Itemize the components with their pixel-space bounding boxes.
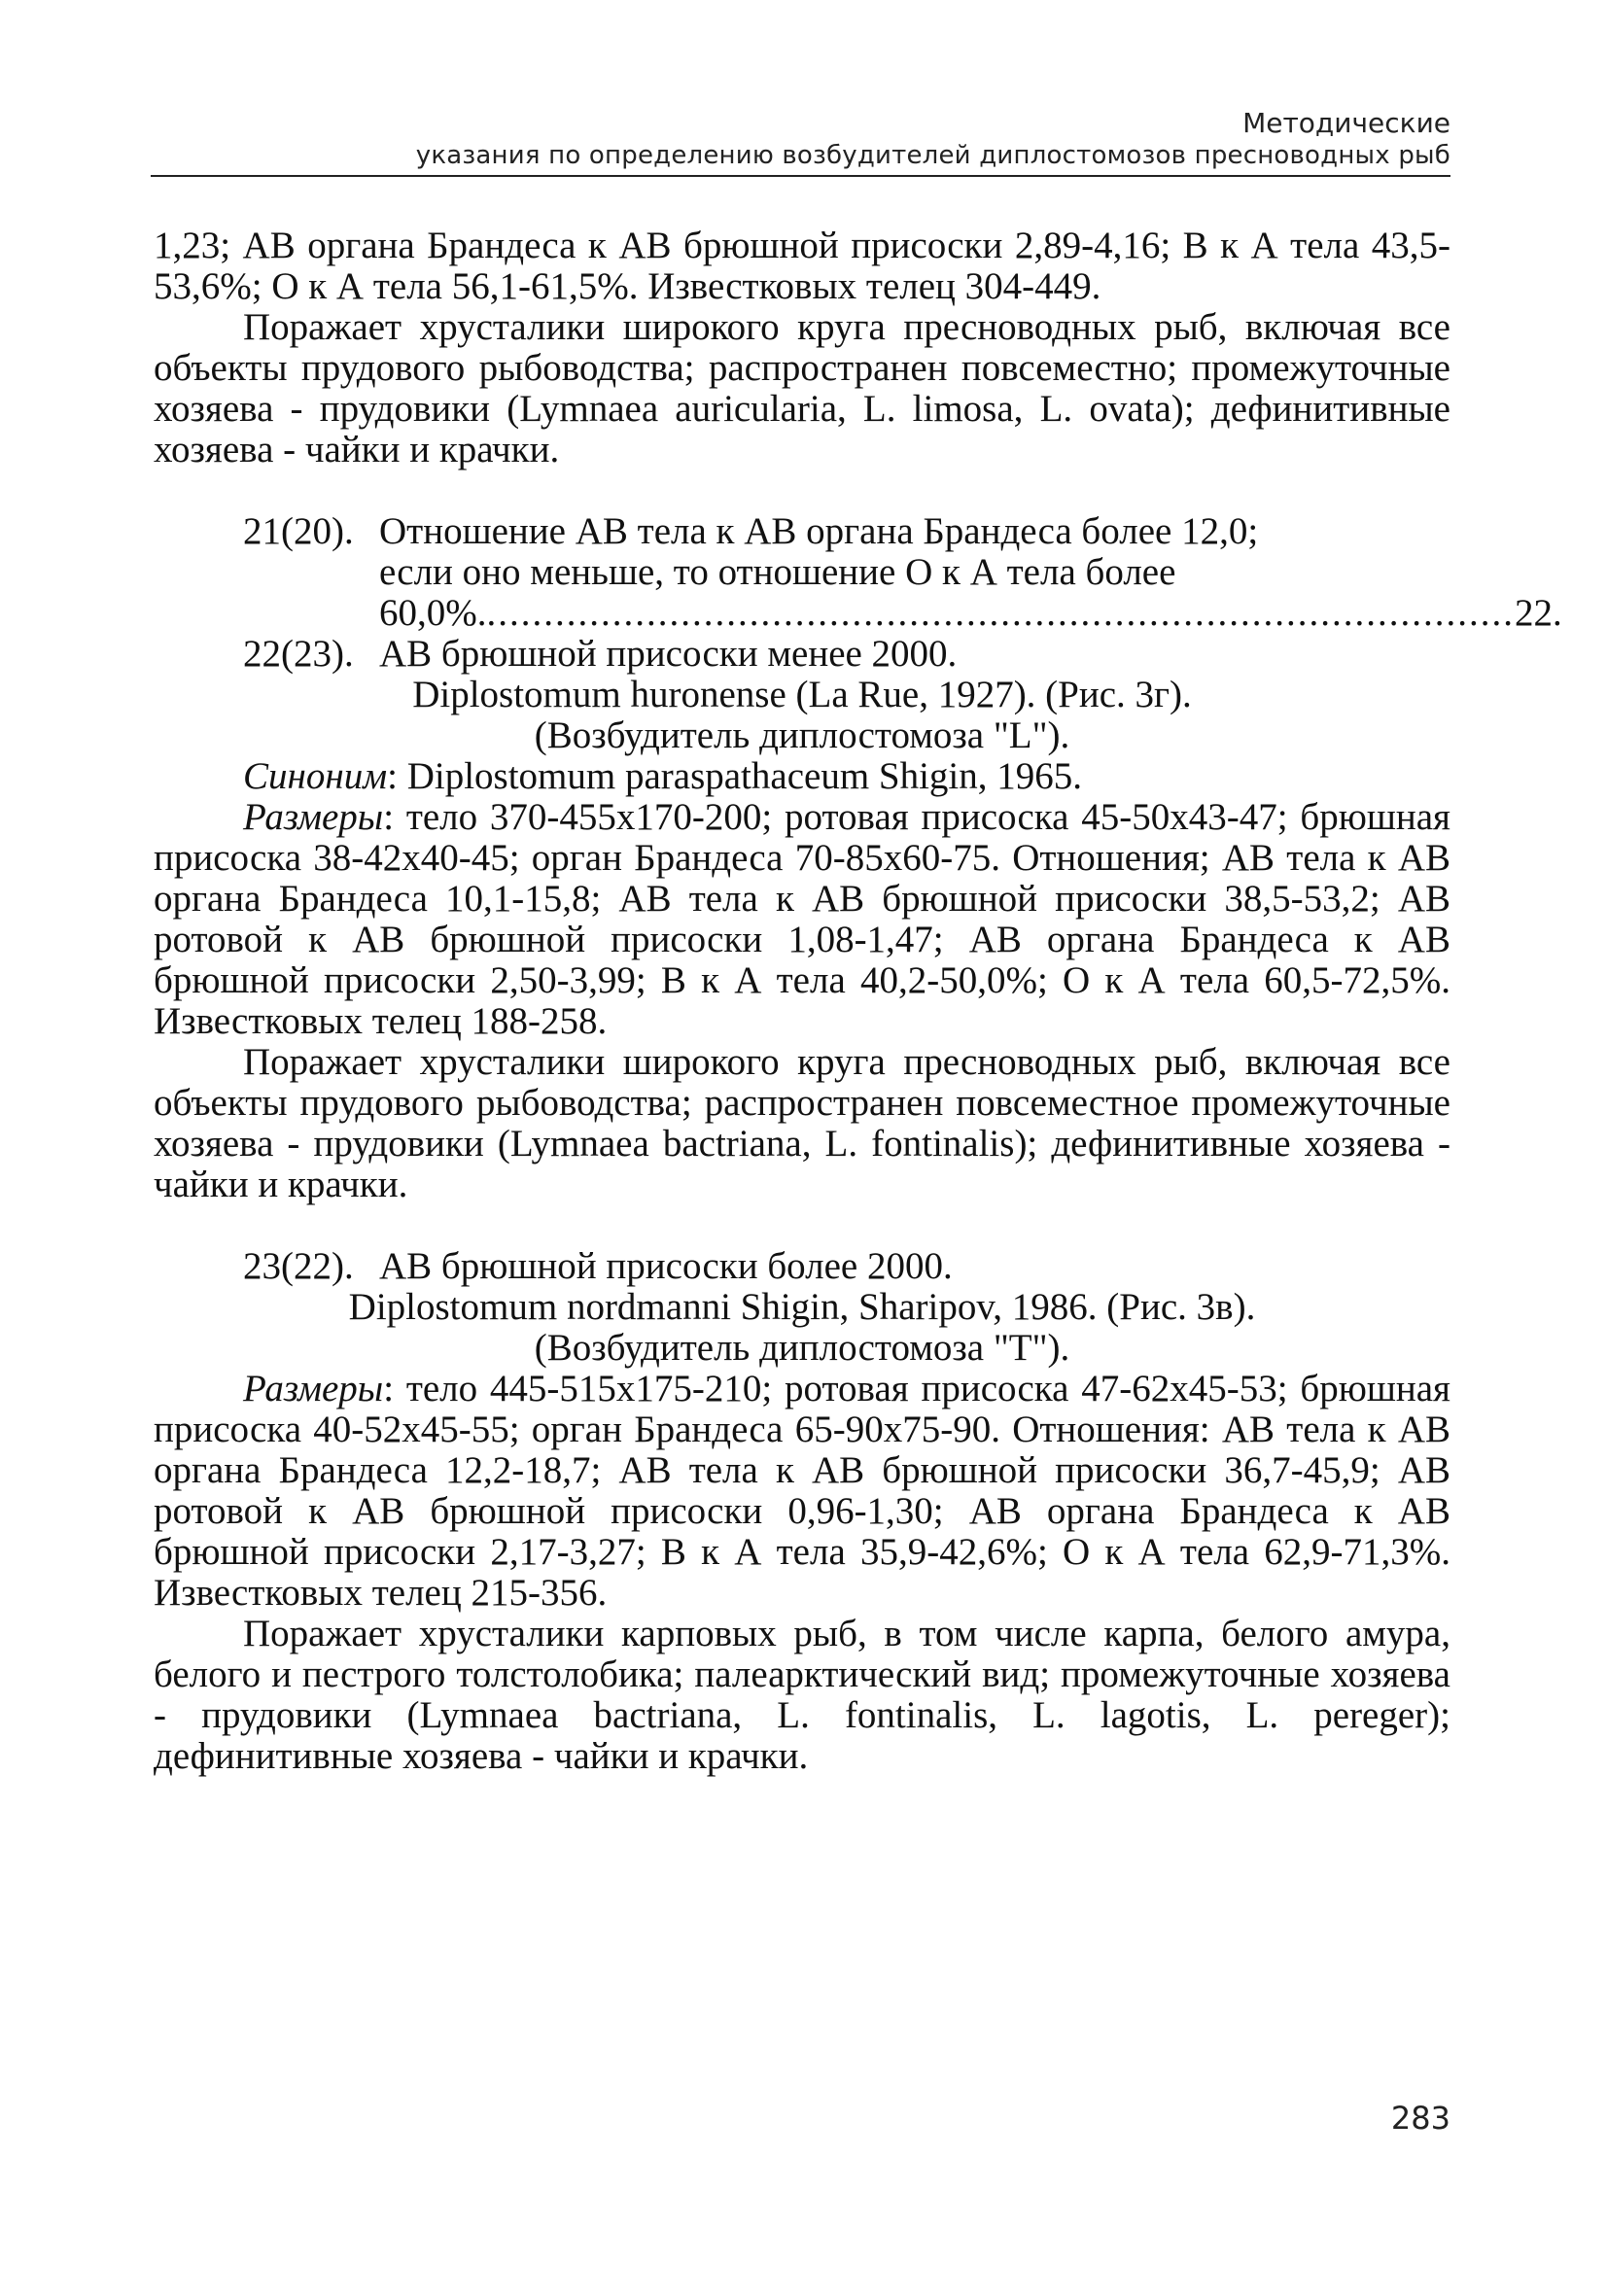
spacer (154, 1205, 1450, 1246)
sizes-text-22: : тело 370-455х170-200; ротовая присоска 45-50х43-47; брюшная присоска 38-42х40-45; орган Брандеса 70-85х60-75. Отношения; АВ тела к АВ органа Брандеса 10,1-15,8; АВ тела к АВ брюшной присоски 38,5-53,2; АВ ротовой к АВ брюшной присоски 1,08-1,47; АВ органа Брандеса к АВ брюшной присоски 2,50-3,99; В к А тела 40,2-50,0%; О к А тела 60,5-72,5%. Известковых телец 188-258. (154, 796, 1450, 1042)
synonym-text: : Diplostomum paraspathaceum Shigin, 1965. (387, 755, 1083, 797)
key-21-line-3 (379, 592, 1562, 634)
agent-name-22: (Возбудитель диплостомоза "L"). (534, 714, 1070, 756)
key-21-line-1: Отношение АВ тела к АВ органа Брандеса более 12,0; (379, 510, 1259, 552)
key-21-ref: 22. (1515, 592, 1562, 634)
sizes-paragraph-22 (154, 797, 1450, 1042)
header-line-2: указания по определению возбудителей диплостомозов пресноводных рыб (415, 141, 1450, 170)
header-line-1: Методические (1242, 107, 1450, 139)
key-21-value: 60,0%. (379, 592, 487, 634)
species-name-23: Diplostomum nordmanni Shigin, Sharipov, 1986. (Рис. 3в). (348, 1286, 1256, 1328)
key-entry-21 (154, 511, 1450, 552)
agent-name-23: (Возбудитель диплостомоза "Т"). (534, 1327, 1070, 1369)
species-name-22: Diplostomum huronense (La Rue, 1927). (Рис. 3г). (412, 674, 1192, 715)
sizes-label-22: Размеры (243, 796, 384, 838)
paragraph-measurements-cont: 1,23; АВ органа Брандеса к АВ брюшной присоски 2,89-4,16; В к А тела 43,5-53,6%; О к А тела 56,1-61,5%. Известковых телец 304-449. (154, 225, 1450, 307)
key-23-text: АВ брюшной присоски более 2000. (379, 1245, 953, 1287)
key-number-23: 23(22). (243, 1245, 354, 1287)
page-number: 283 (1390, 2100, 1450, 2137)
key-entry-23 (154, 1246, 1450, 1287)
synonym-label: Синоним (243, 755, 388, 797)
key-21-line-2: если оно меньше, то отношение О к А тела более (379, 551, 1176, 593)
spacer (154, 470, 1450, 511)
sizes-paragraph-23 (154, 1369, 1450, 1614)
paragraph-hosts-20: Поражает хрусталики широкого круга пресноводных рыб, включая все объекты прудового рыбоводства; распространен повсеместно; промежуточные хозяева - прудовики (Lymnaea auricularia, L. limosa, L. ovata); дефинитивные хозяева - чайки и крачки. (154, 306, 1450, 470)
synonym-line (154, 756, 1450, 797)
hosts-paragraph-22: Поражает хрусталики широкого круга пресноводных рыб, включая все объекты прудового рыбоводства; распространен повсеместное промежуточные хозяева - прудовики (Lymnaea bactriana, L. fontinalis); дефинитивные хозяева - чайки и крачки. (154, 1041, 1450, 1205)
page-body (154, 225, 1562, 1777)
key-number-22: 22(23). (243, 633, 354, 675)
key-entry-22 (154, 634, 1450, 675)
running-header (151, 107, 1450, 177)
key-number-21: 21(20). (243, 510, 354, 552)
hosts-paragraph-23: Поражает хрусталики карповых рыб, в том числе карпа, белого амура, белого и пестрого толстолобика; палеарктический вид; промежуточные хозяева - прудовики (Lymnaea bactriana, L. fontinalis, L. lagotis, L. pereger); дефинитивные хозяева - чайки и крачки. (154, 1613, 1450, 1777)
sizes-text-23: : тело 445-515х175-210; ротовая присоска 47-62х45-53; брюшная присоска 40-52х45-55; орган Брандеса 65-90х75-90. Отношения: АВ тела к АВ органа Брандеса 12,2-18,7; АВ тела к АВ брюшной присоски 36,7-45,9; АВ ротовой к АВ брюшной присоски 0,96-1,30; АВ органа Брандеса к АВ брюшной присоски 2,17-3,27; В к А тела 35,9-42,6%; О к А тела 62,9-71,3%. Известковых телец 215-356. (154, 1368, 1450, 1614)
leader-dots: .......................................................................................... (486, 592, 1515, 634)
key-22-text: АВ брюшной присоски менее 2000. (379, 633, 958, 675)
sizes-label-23: Размеры (243, 1368, 384, 1409)
